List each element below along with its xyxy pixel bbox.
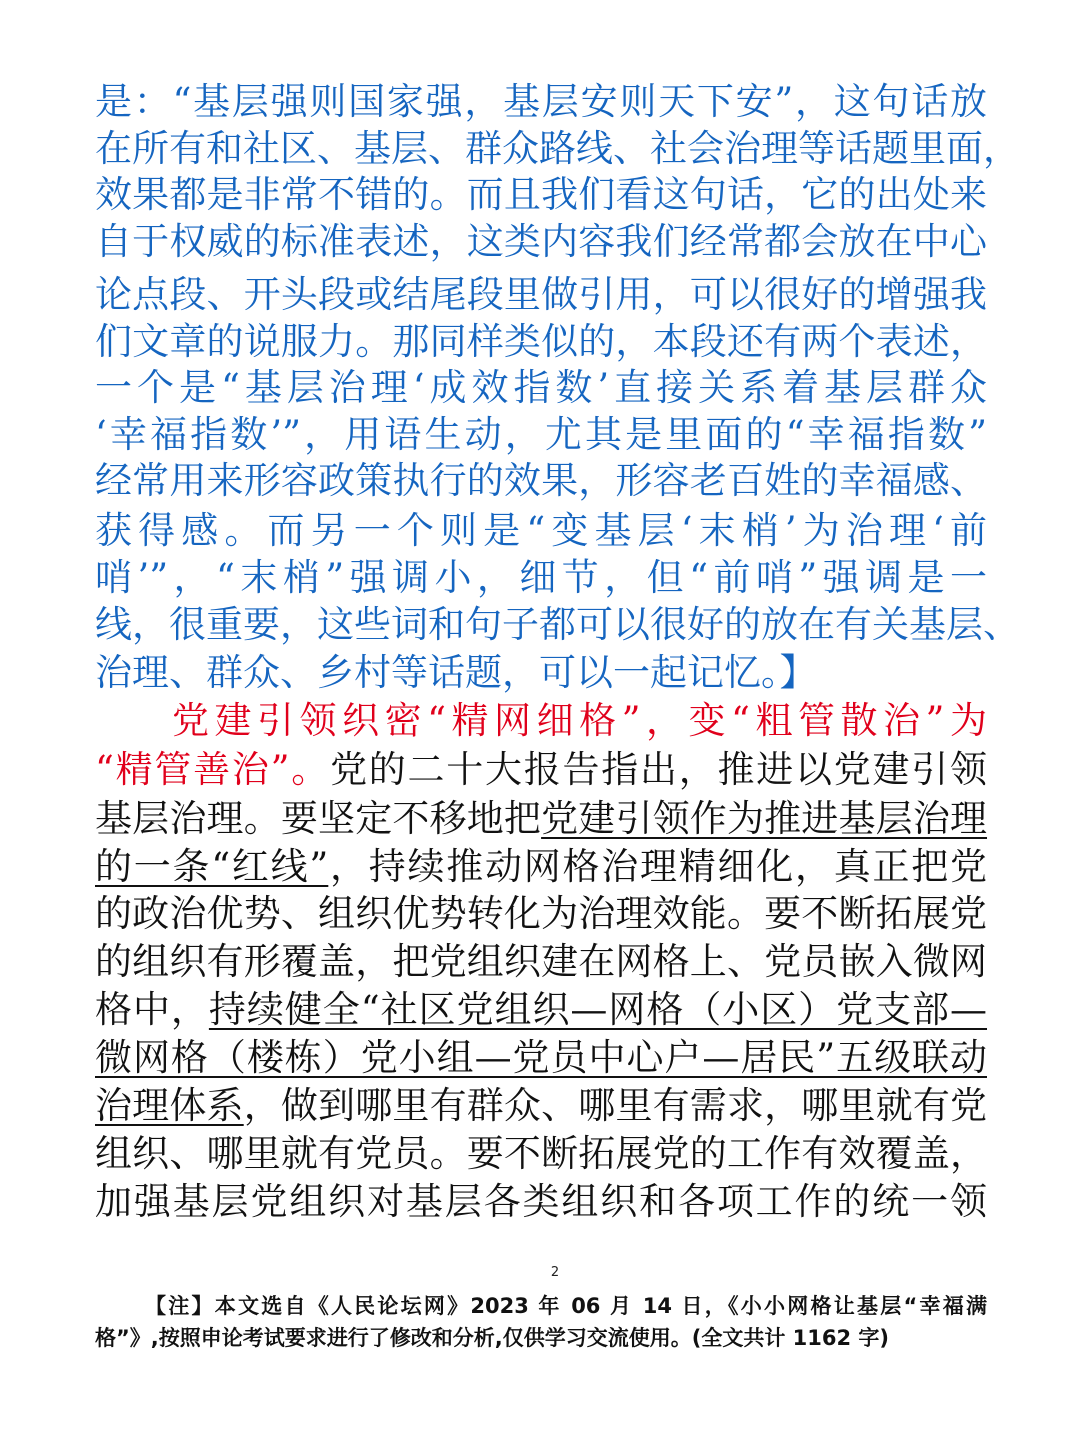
analysis-line: 是：“基层强则国家强，基层安则天下安”，这句话放 [95, 80, 987, 123]
paragraph-text: ，做到哪里有群众、哪里有需求，哪里就有党 [243, 1084, 988, 1127]
underlined-text: 持续健全“社区党组织—网格（小区）党支部— [208, 988, 988, 1031]
analysis-line: 在所有和社区、基层、群众路线、社会治理等话题里面， [95, 127, 1020, 170]
underlined-text: 的一条“红线” [95, 845, 329, 888]
analysis-line: 们文章的说服力。那同样类似的，本段还有两个表述， [95, 320, 987, 363]
underlined-text: 治理体系 [95, 1084, 244, 1127]
analysis-line: 获得感。而另一个则是“变基层‘末梢’为治理‘前 [95, 509, 987, 552]
analysis-line: 治理、群众、乡村等话题，可以一起记忆。】 [95, 651, 817, 694]
analysis-line: 论点段、开头段或结尾段里做引用，可以很好的增强我 [95, 273, 987, 316]
analysis-line: 哨’”，“末梢”强调小，细节，但“前哨”强调是一 [95, 556, 987, 599]
paragraph-line [95, 795, 987, 843]
paragraph-heading: 党建引领织密“精网细格”，变“粗管散治”为 [172, 699, 987, 742]
analysis-line: 线，很重要，这些词和句子都可以很好的放在有关基层、 [95, 603, 1020, 646]
analysis-line: ‘幸福指数’”，用语生动，尤其是里面的“幸福指数” [95, 413, 987, 456]
paragraph-line: 组织、哪里就有党员。要不断拓展党的工作有效覆盖， [95, 1132, 987, 1175]
paragraph-text: 格中， [95, 988, 209, 1031]
paragraph-text: ，持续推动网格治理精细化，真正把党 [328, 845, 987, 888]
paragraph-line [95, 986, 987, 1034]
paragraph-text: 党的二十大报告指出，推进以党建引领 [330, 748, 987, 791]
analysis-line: 自于权威的标准表述，这类内容我们经常都会放在中心 [95, 220, 987, 263]
underlined-text: 党建引领作为推进基层治理 [541, 797, 988, 840]
analysis-line: 效果都是非常不错的。而且我们看这句话，它的出处来 [95, 173, 987, 216]
paragraph-line: 的组织有形覆盖，把党组织建在网格上、党员嵌入微网 [95, 940, 987, 983]
paragraph-text: 基层治理。要坚定不移地把 [95, 797, 542, 840]
analysis-line: 一个是“基层治理‘成效指数’直接关系着基层群众 [95, 366, 987, 409]
paragraph-heading-end: “精管善治”。 [95, 748, 331, 791]
paragraph-line: 的政治优势、组织优势转化为治理效能。要不断拓展党 [95, 892, 987, 935]
underlined-text: 微网格（楼栋）党小组—党员中心户—居民”五级联动 [95, 1036, 987, 1079]
paragraph-line [95, 1082, 987, 1130]
footnote-line: 格”》,按照申论考试要求进行了修改和分析,仅供学习交流使用。(全文共计 1162 字) [95, 1326, 890, 1350]
analysis-line: 经常用来形容政策执行的效果，形容老百姓的幸福感、 [95, 459, 987, 502]
page-number: 2 [550, 1265, 560, 1280]
footnote-line: 【注】本文选自《人民论坛网》2023 年 06 月 14 日，《小小网格让基层“幸福满 [145, 1294, 987, 1318]
paragraph-line [95, 1034, 987, 1082]
paragraph-line [95, 746, 987, 794]
paragraph-line [95, 843, 987, 891]
paragraph-line: 加强基层党组织对基层各类组织和各项工作的统一领 [95, 1180, 987, 1223]
